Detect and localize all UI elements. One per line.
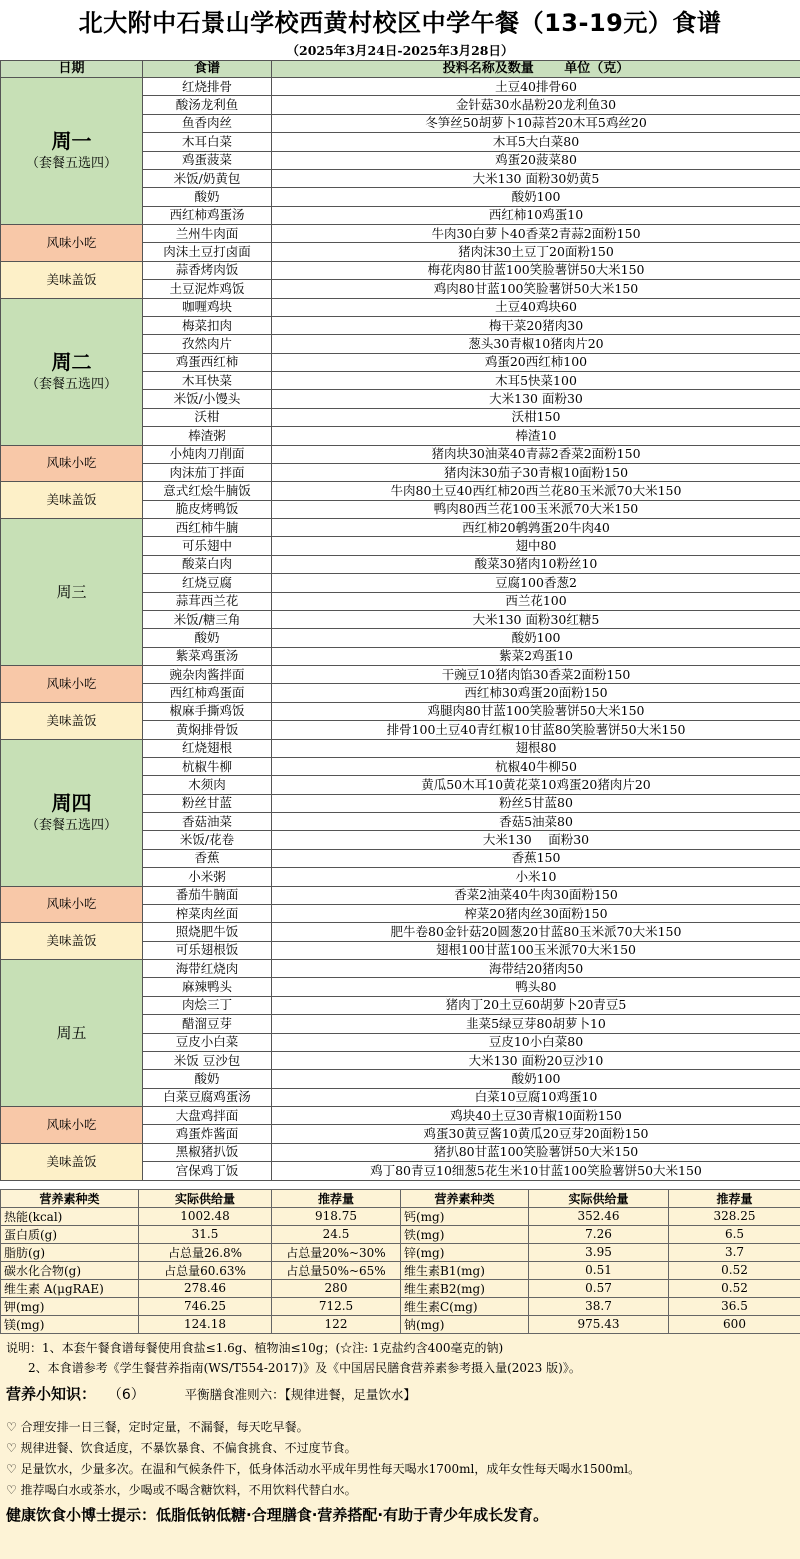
nutrient-value: 7.26	[529, 1225, 669, 1243]
dish-name: 蒜茸西兰花	[143, 592, 272, 610]
ingredient-list: 木耳5大白菜80	[272, 133, 800, 151]
day-cell	[1, 960, 143, 1107]
note-line-1: 说明：1、本套午餐食谱每餐使用食盐≤1.6g、植物油≤10g；(☆注: 1克盐约含400毫克的钠)	[6, 1338, 794, 1358]
nutrient-value: 280	[272, 1279, 401, 1297]
nutrient-value: 328.25	[669, 1207, 800, 1225]
nutrient-value: 6.5	[669, 1225, 800, 1243]
menu-row	[1, 960, 800, 978]
nutrient-value: 36.5	[669, 1297, 800, 1315]
tip-bullet: ♡ 足量饮水，少量多次。在温和气候条件下，低身体活动水平成年男性每天喝水1700ml，成年女性每天喝水1500ml。	[6, 1459, 794, 1480]
dish-name: 小炖肉刀削面	[143, 445, 272, 463]
ingredient-list: 牛肉80土豆40西红柿20西兰花80玉米派70大米150	[272, 482, 800, 500]
ingredient-list: 鸡蛋30黄豆酱10黄瓜20豆芽20面粉150	[272, 1125, 800, 1143]
ingredient-list: 棒渣10	[272, 427, 800, 445]
rice-bowl-cell: 美味盖饭	[1, 261, 143, 298]
rice-bowl-cell: 美味盖饭	[1, 702, 143, 739]
nutrition-row	[1, 1315, 800, 1333]
header-date: 日期	[1, 61, 143, 78]
ingredient-list: 干豌豆10猪肉馅30香菜2面粉150	[272, 666, 800, 684]
nutrient-value: 占总量20%~30%	[272, 1243, 401, 1261]
dish-name: 鸡蛋炸酱面	[143, 1125, 272, 1143]
ingredient-list: 紫菜2鸡蛋10	[272, 647, 800, 665]
dish-name: 鸡蛋菠菜	[143, 151, 272, 169]
dish-name: 棒渣粥	[143, 427, 272, 445]
nutrition-header: 推荐量	[272, 1189, 401, 1207]
dish-name: 粉丝甘蓝	[143, 794, 272, 812]
ingredient-list: 鸡丁80青豆10细葱5花生米10甘蓝100笑脸薯饼50大米150	[272, 1162, 800, 1180]
dish-name: 香菇油菜	[143, 813, 272, 831]
tips-rule: 平衡膳食准则六：【规律进餐，足量饮水】	[185, 1387, 416, 1402]
day-cell	[1, 519, 143, 666]
nutrient-name: 维生素 A(μgRAE)	[1, 1279, 139, 1297]
dish-name: 西红柿牛腩	[143, 519, 272, 537]
ingredient-list: 猪肉块30油菜40青蒜2香菜2面粉150	[272, 445, 800, 463]
nutrient-value: 0.52	[669, 1279, 800, 1297]
ingredient-list: 鸡蛋20菠菜80	[272, 151, 800, 169]
dish-name: 咖喱鸡块	[143, 298, 272, 316]
ingredient-list: 西红柿30鸡蛋20面粉150	[272, 684, 800, 702]
menu-body	[1, 78, 800, 1181]
dish-name: 小米粥	[143, 868, 272, 886]
dish-name: 酸汤龙利鱼	[143, 96, 272, 114]
ingredient-list: 土豆40排骨60	[272, 78, 800, 96]
dish-name: 米饭/小馒头	[143, 390, 272, 408]
nutrition-row	[1, 1225, 800, 1243]
ingredient-list: 香菇5油菜80	[272, 813, 800, 831]
ingredient-list: 梅花肉80甘蓝100笑脸薯饼50大米150	[272, 261, 800, 279]
nutrient-name: 脂肪(g)	[1, 1243, 139, 1261]
day-cell	[1, 298, 143, 445]
ingredient-list: 鸭肉80西兰花100玉米派70大米150	[272, 500, 800, 518]
nutrition-header: 推荐量	[669, 1189, 800, 1207]
nutrition-header: 实际供给量	[529, 1189, 669, 1207]
day-note: （套餐五选四）	[1, 816, 142, 836]
dish-name: 米饭 豆沙包	[143, 1051, 272, 1069]
ingredient-list: 葱头30青椒10猪肉片20	[272, 335, 800, 353]
dish-name: 米饭/奶黄包	[143, 169, 272, 187]
ingredient-list: 鸡蛋20西红柿100	[272, 353, 800, 371]
ingredient-list: 猪肉沫30茄子30青椒10面粉150	[272, 463, 800, 481]
flavor-snack-cell: 风味小吃	[1, 666, 143, 703]
ingredient-list: 沃柑150	[272, 408, 800, 426]
menu-row	[1, 1107, 800, 1125]
ingredient-list: 西红柿20鹌鹑蛋20牛肉40	[272, 519, 800, 537]
nutrition-header: 实际供给量	[139, 1189, 272, 1207]
ingredient-list: 牛肉30白萝卜40香菜2青蒜2面粉150	[272, 225, 800, 243]
day-cell	[1, 739, 143, 886]
dish-name: 肉烩三丁	[143, 996, 272, 1014]
day-label: 周三	[56, 583, 86, 601]
dish-name: 照烧肥牛饭	[143, 923, 272, 941]
menu-row	[1, 666, 800, 684]
rice-bowl-cell: 美味盖饭	[1, 923, 143, 960]
menu-row	[1, 739, 800, 757]
nutrient-value: 122	[272, 1315, 401, 1333]
day-note: （套餐五选四）	[1, 154, 142, 174]
nutrition-row	[1, 1297, 800, 1315]
health-tip: 健康饮食小博士提示：低脂低钠低糖·合理膳食·营养搭配·有助于青少年成长发育。	[6, 1505, 794, 1525]
nutrient-value: 975.43	[529, 1315, 669, 1333]
nutrition-header: 营养素种类	[1, 1189, 139, 1207]
flavor-snack-cell: 风味小吃	[1, 445, 143, 482]
menu-row	[1, 886, 800, 904]
dish-name: 红烧豆腐	[143, 574, 272, 592]
ingredient-list: 小米10	[272, 868, 800, 886]
nutrient-name: 铁(mg)	[401, 1225, 529, 1243]
ingredient-list: 白菜10豆腐10鸡蛋10	[272, 1088, 800, 1106]
dish-name: 番茄牛腩面	[143, 886, 272, 904]
dish-name: 脆皮烤鸭饭	[143, 500, 272, 518]
nutrient-value: 3.95	[529, 1243, 669, 1261]
ingredient-list: 冬笋丝50胡萝卜10蒜苔20木耳5鸡丝20	[272, 114, 800, 132]
nutrient-name: 锌(mg)	[401, 1243, 529, 1261]
dish-name: 意式红烩牛腩饭	[143, 482, 272, 500]
ingredient-list: 豆腐100香葱2	[272, 574, 800, 592]
ingredient-list: 西红柿10鸡蛋10	[272, 206, 800, 224]
flavor-snack-cell: 风味小吃	[1, 225, 143, 262]
ingredient-list: 酸奶100	[272, 629, 800, 647]
ingredient-list: 肥牛卷80金针菇20圆葱20甘蓝80玉米派70大米150	[272, 923, 800, 941]
dish-name: 海带红烧肉	[143, 960, 272, 978]
page-title: 北大附中石景山学校西黄村校区中学午餐（13-19元）食谱	[0, 0, 800, 40]
dish-name: 榨菜肉丝面	[143, 904, 272, 922]
nutrient-value: 0.57	[529, 1279, 669, 1297]
dish-name: 肉沫土豆打卤面	[143, 243, 272, 261]
nutrient-name: 钠(mg)	[401, 1315, 529, 1333]
dish-name: 酸奶	[143, 1070, 272, 1088]
ingredient-list: 酸菜30猪肉10粉丝10	[272, 555, 800, 573]
nutrient-value: 746.25	[139, 1297, 272, 1315]
nutrient-value: 600	[669, 1315, 800, 1333]
nutrient-value: 0.52	[669, 1261, 800, 1279]
nutrient-value: 31.5	[139, 1225, 272, 1243]
ingredient-list: 猪扒80甘蓝100笑脸薯饼50大米150	[272, 1143, 800, 1161]
ingredient-list: 翅根80	[272, 739, 800, 757]
dish-name: 酸菜白肉	[143, 555, 272, 573]
ingredient-list: 大米130 面粉20豆沙10	[272, 1051, 800, 1069]
dish-name: 沃柑	[143, 408, 272, 426]
nutrient-value: 3.7	[669, 1243, 800, 1261]
dish-name: 木耳快菜	[143, 372, 272, 390]
ingredient-list: 杭椒40牛柳50	[272, 757, 800, 775]
ingredient-list: 翅根100甘蓝100玉米派70大米150	[272, 941, 800, 959]
dish-name: 西红柿鸡蛋汤	[143, 206, 272, 224]
tips-title: 营养小知识：	[6, 1385, 96, 1403]
ingredient-list: 土豆40鸡块60	[272, 298, 800, 316]
dish-name: 椒麻手撕鸡饭	[143, 702, 272, 720]
rice-bowl-cell: 美味盖饭	[1, 1143, 143, 1180]
nutrient-name: 碳水化合物(g)	[1, 1261, 139, 1279]
menu-row	[1, 298, 800, 316]
dish-name: 红烧翅根	[143, 739, 272, 757]
menu-row	[1, 519, 800, 537]
dish-name: 香蕉	[143, 849, 272, 867]
dish-name: 米饭/糖三角	[143, 610, 272, 628]
dish-name: 豆皮小白菜	[143, 1033, 272, 1051]
ingredient-list: 鸡肉80甘蓝100笑脸薯饼50大米150	[272, 280, 800, 298]
dish-name: 蒜香烤肉饭	[143, 261, 272, 279]
nutrient-value: 占总量60.63%	[139, 1261, 272, 1279]
ingredient-list: 梅干菜20猪肉30	[272, 316, 800, 334]
nutrient-name: 钾(mg)	[1, 1297, 139, 1315]
ingredient-list: 韭菜5绿豆芽80胡萝卜10	[272, 1015, 800, 1033]
day-label: 周一	[1, 128, 142, 154]
dish-name: 黑椒猪扒饭	[143, 1143, 272, 1161]
menu-row	[1, 482, 800, 500]
dish-name: 豌杂肉酱拌面	[143, 666, 272, 684]
nutrition-table	[0, 1189, 800, 1334]
dish-name: 鱼香肉丝	[143, 114, 272, 132]
ingredient-list: 金针菇30水晶粉20龙利鱼30	[272, 96, 800, 114]
day-label: 周四	[1, 790, 142, 816]
flavor-snack-cell: 风味小吃	[1, 1107, 143, 1144]
dish-name: 黄焖排骨饭	[143, 721, 272, 739]
dish-name: 木耳白菜	[143, 133, 272, 151]
nutrition-header-row	[1, 1189, 800, 1207]
nutrition-body	[1, 1207, 800, 1333]
nutrition-section	[0, 1189, 800, 1334]
ingredient-list: 鸡块40土豆30青椒10面粉150	[272, 1107, 800, 1125]
menu-table	[0, 60, 800, 1181]
ingredient-list: 排骨100土豆40青红椒10甘蓝80笑脸薯饼50大米150	[272, 721, 800, 739]
nutrient-value: 352.46	[529, 1207, 669, 1225]
dish-name: 白菜豆腐鸡蛋汤	[143, 1088, 272, 1106]
dish-name: 鸡蛋西红柿	[143, 353, 272, 371]
tips-number: （6）	[108, 1387, 145, 1403]
ingredient-list: 鸡腿肉80甘蓝100笑脸薯饼50大米150	[272, 702, 800, 720]
ingredient-list: 翅中80	[272, 537, 800, 555]
menu-row	[1, 78, 800, 96]
ingredient-list: 香菜2油菜40牛肉30面粉150	[272, 886, 800, 904]
ingredient-list: 大米130 面粉30	[272, 390, 800, 408]
date-range: （2025年3月24日-2025年3月28日）	[0, 40, 800, 60]
nutrition-row	[1, 1243, 800, 1261]
header-ingredients: 投料名称及数量 单位（克）	[272, 61, 800, 78]
nutrient-value: 占总量26.8%	[139, 1243, 272, 1261]
ingredient-list: 大米130 面粉30红糖5	[272, 610, 800, 628]
notes-section	[0, 1334, 800, 1559]
flavor-snack-cell: 风味小吃	[1, 886, 143, 923]
dish-name: 梅菜扣肉	[143, 316, 272, 334]
menu-header-row	[1, 61, 800, 78]
dish-name: 土豆泥炸鸡饭	[143, 280, 272, 298]
ingredient-list: 粉丝5甘蓝80	[272, 794, 800, 812]
ingredient-list: 大米130 面粉30	[272, 831, 800, 849]
day-label: 周二	[1, 349, 142, 375]
dish-name: 紫菜鸡蛋汤	[143, 647, 272, 665]
dish-name: 酸奶	[143, 629, 272, 647]
ingredient-list: 酸奶100	[272, 1070, 800, 1088]
menu-row	[1, 445, 800, 463]
dish-name: 麻辣鸭头	[143, 978, 272, 996]
menu-row	[1, 225, 800, 243]
dish-name: 木须肉	[143, 776, 272, 794]
tip-bullet: ♡ 推荐喝白水或茶水，少喝或不喝含糖饮料，不用饮料代替白水。	[6, 1480, 794, 1501]
nutrient-value: 占总量50%~65%	[272, 1261, 401, 1279]
ingredient-list: 西兰花100	[272, 592, 800, 610]
dish-name: 醋溜豆芽	[143, 1015, 272, 1033]
nutrient-name: 维生素B1(mg)	[401, 1261, 529, 1279]
nutrient-value: 278.46	[139, 1279, 272, 1297]
menu-row	[1, 923, 800, 941]
day-note: （套餐五选四）	[1, 375, 142, 395]
nutrient-name: 热能(kcal)	[1, 1207, 139, 1225]
dish-name: 孜然肉片	[143, 335, 272, 353]
tip-bullet: ♡ 合理安排一日三餐，定时定量，不漏餐，每天吃早餐。	[6, 1417, 794, 1438]
ingredient-list: 猪肉沫30土豆丁20面粉150	[272, 243, 800, 261]
dish-name: 宫保鸡丁饭	[143, 1162, 272, 1180]
ingredient-list: 大米130 面粉30奶黄5	[272, 169, 800, 187]
menu-row	[1, 1143, 800, 1161]
dish-name: 肉沫茄丁拌面	[143, 463, 272, 481]
nutrient-name: 维生素B2(mg)	[401, 1279, 529, 1297]
ingredient-list: 香蕉150	[272, 849, 800, 867]
ingredient-list: 鸭头80	[272, 978, 800, 996]
menu-row	[1, 261, 800, 279]
ingredient-list: 豆皮10小白菜80	[272, 1033, 800, 1051]
nutrient-name: 镁(mg)	[1, 1315, 139, 1333]
nutrient-value: 918.75	[272, 1207, 401, 1225]
ingredient-list: 海带结20猪肉50	[272, 960, 800, 978]
dish-name: 兰州牛肉面	[143, 225, 272, 243]
rice-bowl-cell: 美味盖饭	[1, 482, 143, 519]
day-label: 周五	[56, 1024, 86, 1042]
header-dish: 食谱	[143, 61, 272, 78]
dish-name: 酸奶	[143, 188, 272, 206]
nutrient-value: 38.7	[529, 1297, 669, 1315]
nutrient-value: 0.51	[529, 1261, 669, 1279]
dish-name: 红烧排骨	[143, 78, 272, 96]
tips-heading	[6, 1384, 794, 1405]
nutrition-header: 营养素种类	[401, 1189, 529, 1207]
dish-name: 西红柿鸡蛋面	[143, 684, 272, 702]
ingredient-list: 榨菜20猪肉丝30面粉150	[272, 904, 800, 922]
menu-row	[1, 702, 800, 720]
nutrition-row	[1, 1279, 800, 1297]
day-cell	[1, 78, 143, 225]
nutrition-row	[1, 1207, 800, 1225]
dish-name: 米饭/花卷	[143, 831, 272, 849]
ingredient-list: 猪肉丁20土豆60胡萝卜20青豆5	[272, 996, 800, 1014]
nutrient-name: 钙(mg)	[401, 1207, 529, 1225]
dish-name: 可乐翅根饭	[143, 941, 272, 959]
dish-name: 大盘鸡拌面	[143, 1107, 272, 1125]
nutrient-value: 24.5	[272, 1225, 401, 1243]
nutrient-value: 1002.48	[139, 1207, 272, 1225]
nutrition-row	[1, 1261, 800, 1279]
dish-name: 可乐翅中	[143, 537, 272, 555]
dish-name: 杭椒牛柳	[143, 757, 272, 775]
note-line-2: 2、本食谱参考《学生餐营养指南(WS/T554-2017)》及《中国居民膳食营养素参考摄入量(2023 版)》。	[6, 1358, 794, 1378]
nutrient-name: 维生素C(mg)	[401, 1297, 529, 1315]
nutrient-value: 124.18	[139, 1315, 272, 1333]
ingredient-list: 木耳5快菜100	[272, 372, 800, 390]
tip-bullet: ♡ 规律进餐、饮食适度，不暴饮暴食、不偏食挑食、不过度节食。	[6, 1438, 794, 1459]
nutrient-name: 蛋白质(g)	[1, 1225, 139, 1243]
ingredient-list: 酸奶100	[272, 188, 800, 206]
ingredient-list: 黄瓜50木耳10黄花菜10鸡蛋20猪肉片20	[272, 776, 800, 794]
nutrient-value: 712.5	[272, 1297, 401, 1315]
